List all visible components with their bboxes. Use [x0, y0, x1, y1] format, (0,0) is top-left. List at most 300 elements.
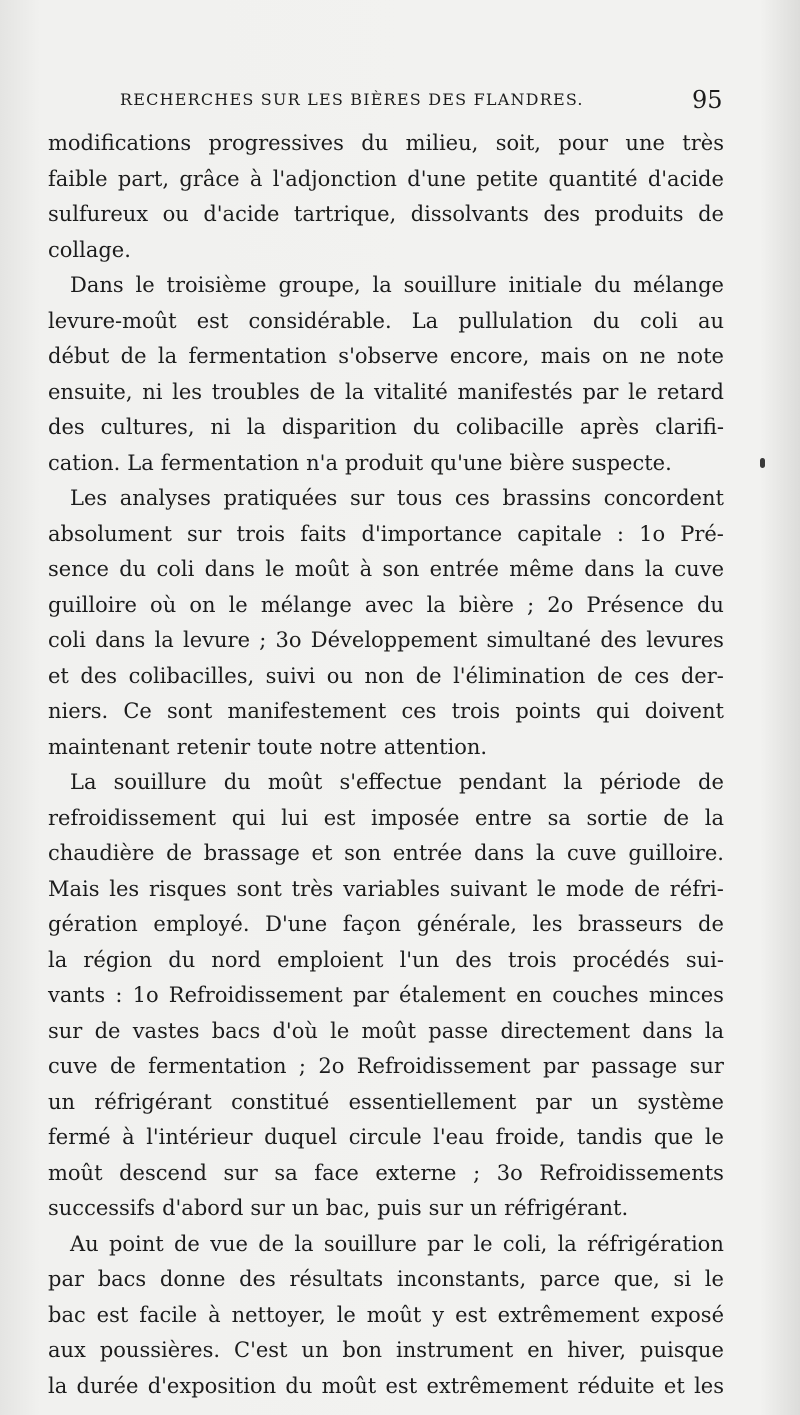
word: la [557, 1231, 577, 1256]
word: sur [349, 486, 385, 510]
word: suspecte. [571, 450, 672, 475]
word: le [135, 273, 155, 297]
word: de [166, 841, 193, 865]
word: est [455, 1302, 487, 1327]
word: le [537, 876, 557, 901]
word: sui- [685, 947, 724, 972]
word: fermé [48, 1125, 111, 1149]
word: un [590, 1089, 619, 1114]
word: bière [458, 592, 514, 617]
word: milieu, [405, 131, 479, 155]
word: mais [540, 344, 591, 368]
word: des [80, 663, 118, 688]
word: extrêmement [497, 1302, 640, 1327]
word: de [698, 770, 724, 794]
word: moût [267, 770, 323, 794]
word: réfrigération [587, 1231, 724, 1256]
text-line [48, 517, 724, 553]
word: l'un [399, 947, 440, 972]
word: aux [48, 1338, 86, 1362]
word: refroidissement [48, 805, 217, 830]
word: groupe, [278, 273, 361, 297]
word: est [96, 1302, 129, 1327]
word: froide, [495, 1125, 566, 1149]
word: Mais [48, 876, 100, 901]
word: duquel [264, 1125, 338, 1149]
word: ni [142, 379, 163, 404]
word: qui [231, 805, 266, 830]
word: et [663, 1373, 685, 1398]
word: réduite [577, 1373, 655, 1398]
word: faible [48, 166, 108, 191]
word: par [48, 1267, 85, 1291]
text-line [48, 126, 724, 162]
word: des [543, 202, 581, 226]
word: le [265, 557, 285, 581]
word: troubles [211, 379, 300, 404]
word: 3o [496, 1160, 523, 1185]
word: La [411, 308, 439, 333]
text-line [48, 339, 724, 375]
word: hiver, [567, 1338, 627, 1362]
word: d'où [272, 1018, 318, 1043]
word: dans [95, 628, 146, 652]
word: sence [48, 557, 109, 581]
word: l'eau [433, 1125, 485, 1149]
word: le [336, 1302, 356, 1327]
running-head: RECHERCHES SUR LES BIÈRES DES FLANDRES. [120, 90, 584, 109]
word: est [196, 308, 229, 333]
word: : [115, 983, 123, 1007]
word: le [228, 592, 248, 617]
word: de [120, 344, 147, 368]
word: C'est [234, 1338, 288, 1362]
word: constitué [231, 1089, 330, 1114]
word: lui [281, 805, 309, 830]
word: doivent [644, 699, 724, 723]
word: on [189, 592, 216, 617]
word: en [527, 1338, 554, 1362]
word: bac, [325, 1196, 371, 1220]
word: étalement [399, 983, 506, 1007]
word: sur [187, 521, 222, 546]
word: de [173, 1231, 200, 1256]
word: on [602, 344, 629, 368]
word: sur [48, 1018, 83, 1043]
text-line [48, 197, 724, 233]
word: coli [156, 557, 195, 581]
word: pullulation [458, 308, 573, 333]
word: les [109, 876, 140, 901]
text-line [48, 1227, 724, 1263]
text-line [48, 872, 724, 908]
word: la [644, 557, 665, 581]
word: emploient [277, 947, 384, 972]
word: de [698, 202, 724, 226]
word: entre [475, 805, 532, 830]
word: de [309, 379, 336, 404]
word: de [698, 912, 724, 936]
word: non [364, 663, 405, 688]
text-line [48, 623, 724, 659]
word: réfri- [669, 876, 724, 901]
word: bac [48, 1302, 86, 1327]
word: facile [139, 1302, 198, 1327]
word: du [361, 131, 389, 155]
text-line [48, 801, 724, 837]
word: vants [48, 983, 106, 1007]
word: ces [401, 699, 437, 723]
word: minces [648, 983, 724, 1007]
word: ; [473, 1160, 481, 1185]
word: dans [584, 557, 635, 581]
word: d'abord [162, 1196, 244, 1220]
text-line [48, 694, 724, 730]
word: successifs [48, 1196, 156, 1220]
word: début [48, 344, 110, 368]
word: part, [117, 166, 170, 191]
word: des [600, 628, 637, 652]
word: La [127, 450, 154, 475]
word: la [704, 805, 724, 830]
word: donne [159, 1267, 226, 1291]
word: dissolvants [410, 202, 529, 226]
word: l'élimination [453, 663, 586, 688]
word: produit [344, 450, 424, 475]
word: que, [613, 1267, 660, 1291]
word: trois [236, 521, 286, 546]
word: système [637, 1089, 724, 1114]
text-line [48, 410, 724, 446]
word: qu'une [430, 450, 503, 475]
word: souillure [323, 1231, 417, 1256]
word: : [616, 521, 624, 546]
word: gération [48, 912, 138, 936]
word: coli [640, 308, 678, 333]
word: absolument [48, 521, 172, 546]
word: levure [183, 628, 251, 652]
word: est [323, 805, 356, 830]
word: son [344, 841, 382, 865]
word: bacs [97, 1267, 147, 1291]
word: levures [646, 628, 724, 652]
word: sa [274, 1160, 298, 1185]
word: est [385, 1373, 418, 1398]
text-line [48, 268, 724, 304]
word: de [663, 805, 690, 830]
word: trois [451, 699, 501, 723]
word: sur [428, 1196, 464, 1220]
word: du [412, 415, 440, 439]
word: vue [210, 1231, 248, 1256]
word: bière [509, 450, 565, 475]
word: fermentation [148, 1054, 287, 1078]
word: moût [321, 1373, 377, 1398]
word: très [291, 876, 334, 901]
word: à [122, 1125, 135, 1149]
word: les [694, 1373, 724, 1398]
word: une [625, 131, 665, 155]
word: retenir [176, 734, 251, 759]
word: son [382, 557, 420, 581]
word: moût [366, 1302, 422, 1327]
word: exposé [650, 1302, 724, 1327]
word: du [223, 770, 251, 794]
word: Pré- [680, 521, 724, 546]
text-line [48, 1156, 724, 1192]
word: par [352, 983, 389, 1007]
text-line [48, 659, 724, 695]
word: ; [298, 1054, 306, 1078]
word: encore, [449, 344, 530, 368]
word: notre [319, 734, 377, 759]
word: un [301, 1338, 329, 1362]
word: descend [119, 1160, 207, 1185]
word: le [628, 379, 648, 404]
word: levure-moût [48, 308, 177, 333]
word: Présence [586, 592, 684, 617]
word: fermentation [188, 344, 327, 368]
word: points [515, 699, 581, 723]
word: entrée [429, 557, 499, 581]
word: dans [204, 557, 255, 581]
word: d'acide [647, 166, 724, 191]
word: le [473, 1231, 493, 1256]
word: D'une [265, 912, 328, 936]
word: pratiquées [223, 486, 338, 510]
word: dans [473, 841, 525, 865]
word: que [653, 1125, 694, 1149]
word: tous [396, 486, 443, 510]
word: cuve [48, 1054, 98, 1078]
word: la [345, 379, 365, 404]
word: tartrique, [293, 202, 397, 226]
margin-ink-mark [760, 458, 765, 468]
word: nettoyer, [231, 1302, 326, 1327]
word: brasseurs [578, 912, 683, 936]
page-number: 95 [692, 86, 723, 114]
word: guilloire. [628, 841, 724, 865]
text-line [48, 730, 724, 766]
word: suivant [449, 876, 528, 901]
text-line [48, 1085, 724, 1121]
word: Ce [123, 699, 152, 723]
word: brassins [502, 486, 592, 510]
word: 1o [132, 983, 159, 1007]
word: la [563, 770, 583, 794]
word: cation. [48, 450, 121, 475]
word: 3o [275, 628, 302, 652]
word: la [48, 947, 68, 972]
word: colibacilles, [128, 663, 255, 688]
word: l'intérieur [146, 1125, 253, 1149]
word: l'adjonction [272, 166, 397, 191]
word: chaudière [48, 841, 155, 865]
word: clarifi- [655, 415, 724, 439]
text-line [48, 1262, 724, 1298]
word: passe [428, 1018, 489, 1043]
word: simultané [486, 628, 592, 652]
word: entrée [392, 841, 463, 865]
word: cuve [674, 557, 724, 581]
word: pendant [459, 770, 547, 794]
word: instrument [395, 1338, 514, 1362]
word: de [596, 663, 623, 688]
word: la [294, 1231, 314, 1256]
word: souillure [403, 273, 497, 297]
word: les [172, 379, 203, 404]
word: la [246, 415, 266, 439]
word: le [330, 1018, 350, 1043]
word: de [94, 1018, 121, 1043]
word: à [208, 1302, 221, 1327]
word: manifestement [227, 699, 387, 723]
word: ensuite, [48, 379, 133, 404]
word: et [48, 663, 69, 688]
word: la [154, 628, 174, 652]
word: sont [166, 699, 213, 723]
word: n'a [306, 450, 338, 475]
word: la [704, 1018, 724, 1043]
word: avec [364, 592, 414, 617]
word: de [415, 663, 442, 688]
word: ces [454, 486, 490, 510]
word: note [676, 344, 724, 368]
word: souillure [113, 770, 207, 794]
word: après [579, 415, 640, 439]
word: puis [377, 1196, 422, 1220]
word: ; [259, 628, 267, 652]
word: bacs [211, 1018, 261, 1043]
word: Au [70, 1231, 99, 1256]
word: soit, [495, 131, 541, 155]
word: cultures, [100, 415, 195, 439]
word: sa [547, 805, 571, 830]
word: extrêmement [426, 1373, 569, 1398]
word: maintenant [48, 734, 170, 759]
word: du [168, 947, 196, 972]
word: ou [326, 663, 353, 688]
word: du [696, 592, 724, 617]
word: et [311, 841, 333, 865]
word: La [70, 770, 97, 794]
word: sortie [586, 805, 648, 830]
word: progressives [208, 131, 344, 155]
word: mode [565, 876, 625, 901]
text-line [48, 836, 724, 872]
word: les [532, 912, 563, 936]
word: vastes [132, 1018, 200, 1043]
text-line [48, 481, 724, 517]
word: cuve [566, 841, 617, 865]
word: du [594, 273, 622, 297]
word: procédés [572, 947, 670, 972]
text-line [48, 765, 724, 801]
word: modifications [48, 131, 192, 155]
word: ne [639, 344, 666, 368]
word: réfrigérant. [504, 1196, 629, 1220]
word: directement [500, 1018, 631, 1043]
word: troisième [166, 273, 267, 297]
word: guilloire [48, 592, 137, 617]
word: résultats [289, 1267, 384, 1291]
word: Dans [70, 273, 124, 297]
word: niers. [48, 699, 109, 723]
text-line [48, 1120, 724, 1156]
word: pour [558, 131, 609, 155]
word: considérable. [248, 308, 392, 333]
word: sulfureux [48, 202, 149, 226]
word: capitale [517, 521, 602, 546]
word: risques [148, 876, 227, 901]
word: le [704, 1267, 724, 1291]
word: ou [162, 202, 189, 226]
word: externe [375, 1160, 457, 1185]
word: attention. [383, 734, 488, 759]
word: sur [250, 1196, 285, 1220]
word: où [150, 592, 177, 617]
word: analyses [119, 486, 211, 510]
word: réfrigérant [94, 1089, 212, 1114]
word: générale, [416, 912, 517, 936]
word: fermentation [160, 450, 300, 475]
text-line [48, 375, 724, 411]
word: tandis [576, 1125, 643, 1149]
word: Développement [310, 628, 478, 652]
word: mélange [260, 592, 352, 617]
word: la [372, 273, 392, 297]
word: durée [76, 1373, 139, 1398]
text-line [48, 162, 724, 198]
word: Refroidissement [168, 983, 343, 1007]
word: manifestés [457, 379, 573, 404]
word: colibacille [455, 415, 564, 439]
text-line [48, 304, 724, 340]
word: Refroidissement [356, 1054, 531, 1078]
word: moût [294, 557, 350, 581]
word: trois [508, 947, 557, 972]
word: d'importance [361, 521, 503, 546]
word: à [359, 557, 373, 581]
word: dans [642, 1018, 693, 1043]
word: la [535, 841, 556, 865]
text-line [48, 233, 724, 269]
word: si [673, 1267, 692, 1291]
word: employé. [153, 912, 250, 936]
word: par [582, 379, 619, 404]
word: un [291, 1196, 319, 1220]
word: de [634, 876, 660, 901]
word: sur [223, 1160, 258, 1185]
word: 2o [318, 1054, 345, 1078]
word: nord [211, 947, 262, 972]
word: des [455, 947, 492, 972]
word: retard [657, 379, 724, 404]
word: sont [236, 876, 282, 901]
text-line [48, 446, 724, 482]
word: faits [300, 521, 347, 546]
word: région [83, 947, 153, 972]
text-line [48, 552, 724, 588]
word: face [314, 1160, 359, 1185]
text-line [48, 1049, 724, 1085]
word: s'observe [338, 344, 439, 368]
word: par [535, 1089, 572, 1114]
word: sur [689, 1054, 724, 1078]
word: du [285, 1373, 313, 1398]
word: très [682, 131, 724, 155]
word: variables [343, 876, 441, 901]
